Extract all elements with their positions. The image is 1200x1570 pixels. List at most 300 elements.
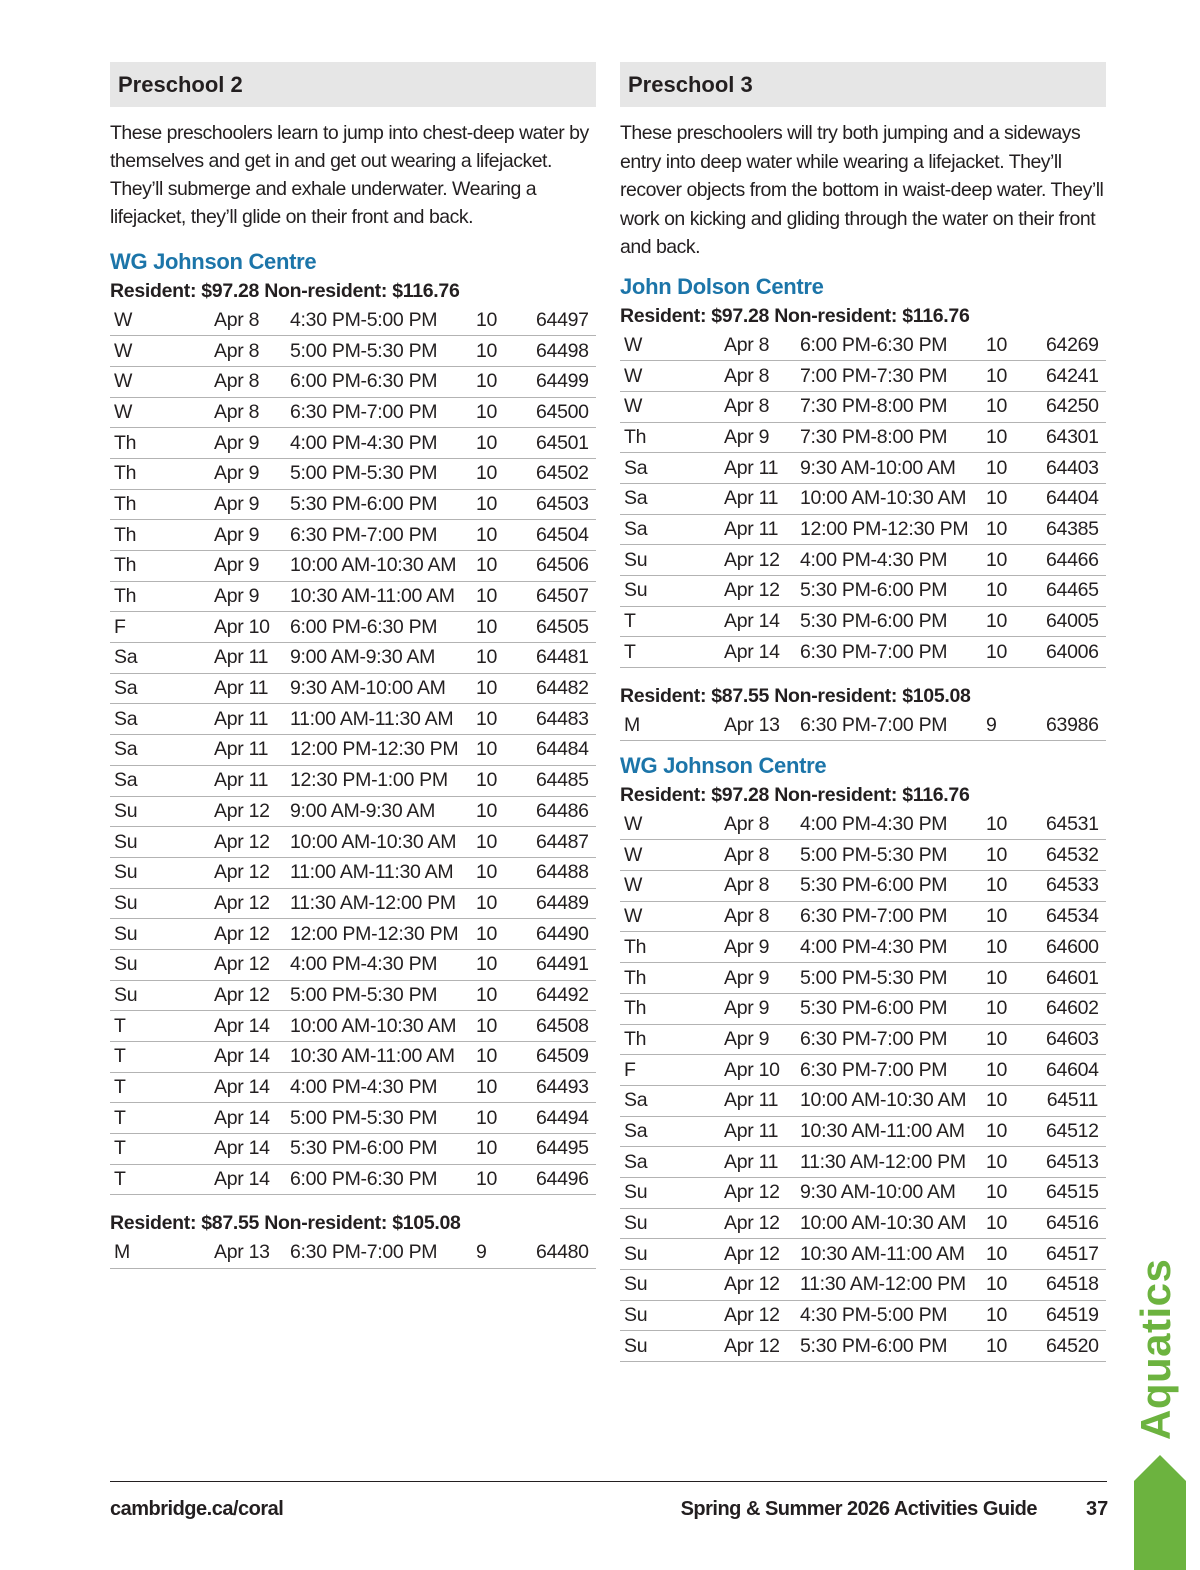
date-cell: Apr 9 (214, 581, 290, 612)
table-row (110, 305, 596, 336)
day-cell: Th (620, 1024, 724, 1055)
date-cell: Apr 12 (724, 1331, 800, 1362)
date-cell: Apr 8 (724, 330, 800, 361)
footer-divider (110, 1481, 1107, 1482)
schedule-table (620, 710, 1106, 741)
day-cell: W (620, 871, 724, 902)
date-cell: Apr 12 (724, 1300, 800, 1331)
day-cell: M (620, 710, 724, 741)
fee-line: Resident: $87.55 Non-resident: $105.08 (620, 685, 971, 708)
date-cell: Apr 14 (214, 1011, 290, 1042)
section-tab-label: Aquatics (1132, 1258, 1179, 1440)
table-row (110, 796, 596, 827)
classes-cell: 10 (986, 453, 1046, 484)
date-cell: Apr 9 (214, 428, 290, 459)
table-row (620, 1085, 1106, 1116)
table-row (110, 489, 596, 520)
table-row (620, 993, 1106, 1024)
date-cell: Apr 12 (214, 857, 290, 888)
date-cell: Apr 11 (214, 765, 290, 796)
day-cell: Su (620, 1331, 724, 1362)
date-cell: Apr 11 (724, 483, 800, 514)
classes-cell: 10 (986, 361, 1046, 392)
course-code-cell: 64604 (1046, 1055, 1106, 1086)
date-cell: Apr 8 (724, 361, 800, 392)
section-title: Preschool 3 (620, 62, 1106, 107)
day-cell: W (110, 366, 214, 397)
course-code-cell: 64495 (536, 1134, 596, 1165)
classes-cell: 10 (986, 1208, 1046, 1239)
table-row (620, 1147, 1106, 1178)
time-cell: 12:00 PM-12:30 PM (800, 514, 986, 545)
classes-cell: 10 (986, 1270, 1046, 1301)
table-row (620, 1239, 1106, 1270)
classes-cell: 10 (476, 1042, 536, 1073)
time-cell: 10:30 AM-11:00 AM (290, 1042, 476, 1073)
course-code-cell: 64496 (536, 1164, 596, 1195)
course-code-cell: 64519 (1046, 1300, 1106, 1331)
time-cell: 10:00 AM-10:30 AM (800, 1085, 986, 1116)
course-code-cell: 64505 (536, 612, 596, 643)
time-cell: 5:30 PM-6:00 PM (800, 993, 986, 1024)
day-cell: Sa (620, 1085, 724, 1116)
course-code-cell: 64515 (1046, 1177, 1106, 1208)
table-row (110, 1072, 596, 1103)
time-cell: 5:00 PM-5:30 PM (290, 458, 476, 489)
table-row (620, 1331, 1106, 1362)
date-cell: Apr 9 (214, 551, 290, 582)
date-cell: Apr 8 (724, 901, 800, 932)
date-cell: Apr 8 (724, 391, 800, 422)
course-code-cell: 64517 (1046, 1239, 1106, 1270)
day-cell: Su (110, 796, 214, 827)
date-cell: Apr 13 (214, 1237, 290, 1268)
course-code-cell: 64485 (536, 765, 596, 796)
section-description: These preschoolers will try both jumping and a sideways entry into deep water while wearing a lifejacket. They’ll recover objects from the bottom in waist-deep water. They’ll work on kicking and gliding through the water on their front and back. (620, 122, 1104, 259)
table-row (620, 391, 1106, 422)
course-code-cell: 64498 (536, 336, 596, 367)
date-cell: Apr 9 (214, 489, 290, 520)
classes-cell: 10 (986, 1239, 1046, 1270)
classes-cell: 10 (476, 704, 536, 735)
day-cell: W (620, 330, 724, 361)
table-row (620, 514, 1106, 545)
table-row (620, 1116, 1106, 1147)
date-cell: Apr 9 (724, 993, 800, 1024)
table-row (110, 1011, 596, 1042)
time-cell: 7:30 PM-8:00 PM (800, 422, 986, 453)
table-row (110, 428, 596, 459)
classes-cell: 10 (476, 1103, 536, 1134)
classes-cell: 10 (476, 949, 536, 980)
course-code-cell: 64518 (1046, 1270, 1106, 1301)
table-row (620, 1177, 1106, 1208)
day-cell: Sa (620, 453, 724, 484)
table-row (620, 1208, 1106, 1239)
course-code-cell: 64502 (536, 458, 596, 489)
venue-name: WG Johnson Centre (620, 753, 827, 779)
time-cell: 9:30 AM-10:00 AM (800, 453, 986, 484)
time-cell: 6:30 PM-7:00 PM (800, 1024, 986, 1055)
schedule-table (620, 809, 1106, 1362)
classes-cell: 10 (986, 963, 1046, 994)
course-code-cell: 64494 (536, 1103, 596, 1134)
day-cell: T (110, 1134, 214, 1165)
table-row (620, 963, 1106, 994)
table-row (110, 1103, 596, 1134)
time-cell: 11:00 AM-11:30 AM (290, 857, 476, 888)
classes-cell: 10 (476, 888, 536, 919)
time-cell: 5:00 PM-5:30 PM (290, 1103, 476, 1134)
classes-cell: 10 (476, 643, 536, 674)
time-cell: 10:00 AM-10:30 AM (290, 1011, 476, 1042)
date-cell: Apr 12 (724, 545, 800, 576)
table-row (620, 1055, 1106, 1086)
table-row (620, 932, 1106, 963)
classes-cell: 10 (986, 993, 1046, 1024)
table-row (110, 458, 596, 489)
day-cell: Su (620, 575, 724, 606)
course-code-cell: 64465 (1046, 575, 1106, 606)
course-code-cell: 64497 (536, 305, 596, 336)
course-code-cell: 64480 (536, 1237, 596, 1268)
course-code-cell: 64603 (1046, 1024, 1106, 1055)
date-cell: Apr 11 (724, 1147, 800, 1178)
course-code-cell: 64602 (1046, 993, 1106, 1024)
date-cell: Apr 14 (724, 606, 800, 637)
time-cell: 6:00 PM-6:30 PM (290, 366, 476, 397)
time-cell: 4:00 PM-4:30 PM (800, 932, 986, 963)
course-code-cell: 63986 (1046, 710, 1106, 741)
day-cell: Th (110, 428, 214, 459)
table-row (620, 871, 1106, 902)
classes-cell: 10 (476, 458, 536, 489)
day-cell: Th (110, 551, 214, 582)
time-cell: 6:30 PM-7:00 PM (800, 710, 986, 741)
table-row (620, 453, 1106, 484)
time-cell: 11:30 AM-12:00 PM (800, 1270, 986, 1301)
classes-cell: 10 (476, 305, 536, 336)
table-row (110, 949, 596, 980)
date-cell: Apr 14 (214, 1042, 290, 1073)
day-cell: T (110, 1042, 214, 1073)
time-cell: 6:30 PM-7:00 PM (800, 1055, 986, 1086)
section-title: Preschool 2 (110, 62, 596, 107)
time-cell: 6:00 PM-6:30 PM (290, 1164, 476, 1195)
course-code-cell: 64500 (536, 397, 596, 428)
day-cell: T (110, 1164, 214, 1195)
time-cell: 7:30 PM-8:00 PM (800, 391, 986, 422)
time-cell: 6:00 PM-6:30 PM (800, 330, 986, 361)
day-cell: Th (110, 581, 214, 612)
day-cell: T (110, 1011, 214, 1042)
course-code-cell: 64512 (1046, 1116, 1106, 1147)
classes-cell: 9 (986, 710, 1046, 741)
day-cell: Sa (110, 765, 214, 796)
time-cell: 12:30 PM-1:00 PM (290, 765, 476, 796)
date-cell: Apr 12 (214, 919, 290, 950)
classes-cell: 10 (476, 520, 536, 551)
course-code-cell: 64513 (1046, 1147, 1106, 1178)
day-cell: Sa (110, 643, 214, 674)
classes-cell: 10 (986, 1177, 1046, 1208)
classes-cell: 10 (476, 735, 536, 766)
day-cell: Th (620, 932, 724, 963)
time-cell: 5:30 PM-6:00 PM (290, 1134, 476, 1165)
section-description: These preschoolers learn to jump into chest-deep water by themselves and get in and get out wearing a lifejacket. They’ll submerge and exhale underwater. Wearing a lifejacket, they’ll glide on their front and back. (110, 122, 589, 228)
date-cell: Apr 14 (724, 637, 800, 668)
day-cell: M (110, 1237, 214, 1268)
day-cell: Th (620, 422, 724, 453)
date-cell: Apr 9 (724, 963, 800, 994)
table-row (110, 581, 596, 612)
day-cell: Th (620, 993, 724, 1024)
date-cell: Apr 8 (214, 336, 290, 367)
course-code-cell: 64493 (536, 1072, 596, 1103)
classes-cell: 10 (986, 391, 1046, 422)
time-cell: 9:30 AM-10:00 AM (290, 673, 476, 704)
day-cell: Sa (620, 1147, 724, 1178)
day-cell: Su (110, 980, 214, 1011)
date-cell: Apr 12 (214, 827, 290, 858)
date-cell: Apr 8 (214, 305, 290, 336)
date-cell: Apr 8 (214, 397, 290, 428)
day-cell: Su (110, 857, 214, 888)
classes-cell: 10 (986, 575, 1046, 606)
time-cell: 5:00 PM-5:30 PM (290, 980, 476, 1011)
fee-line: Resident: $97.28 Non-resident: $116.76 (620, 304, 970, 327)
date-cell: Apr 11 (724, 1116, 800, 1147)
time-cell: 5:30 PM-6:00 PM (290, 489, 476, 520)
day-cell: Su (110, 888, 214, 919)
day-cell: Su (620, 1270, 724, 1301)
classes-cell: 10 (476, 796, 536, 827)
course-code-cell: 64486 (536, 796, 596, 827)
day-cell: Th (110, 520, 214, 551)
time-cell: 5:30 PM-6:00 PM (800, 606, 986, 637)
time-cell: 4:00 PM-4:30 PM (290, 949, 476, 980)
date-cell: Apr 9 (214, 458, 290, 489)
table-row (620, 330, 1106, 361)
course-code-cell: 64404 (1046, 483, 1106, 514)
date-cell: Apr 12 (724, 1270, 800, 1301)
course-code-cell: 64385 (1046, 514, 1106, 545)
page-number: 37 (1086, 1498, 1109, 1520)
time-cell: 5:00 PM-5:30 PM (800, 840, 986, 871)
course-code-cell: 64241 (1046, 361, 1106, 392)
classes-cell: 10 (476, 551, 536, 582)
time-cell: 6:30 PM-7:00 PM (800, 637, 986, 668)
day-cell: Th (110, 458, 214, 489)
time-cell: 9:00 AM-9:30 AM (290, 796, 476, 827)
table-row (110, 1042, 596, 1073)
table-row (620, 637, 1106, 668)
course-code-cell: 64490 (536, 919, 596, 950)
date-cell: Apr 11 (214, 735, 290, 766)
footer-guide-title: Spring & Summer 2026 Activities Guide (680, 1498, 1037, 1520)
day-cell: Su (620, 1239, 724, 1270)
table-row (620, 901, 1106, 932)
time-cell: 11:30 AM-12:00 PM (290, 888, 476, 919)
course-code-cell: 64492 (536, 980, 596, 1011)
date-cell: Apr 8 (214, 366, 290, 397)
classes-cell: 10 (986, 514, 1046, 545)
schedule-table (110, 1237, 596, 1268)
course-code-cell: 64466 (1046, 545, 1106, 576)
date-cell: Apr 12 (724, 575, 800, 606)
classes-cell: 10 (986, 809, 1046, 840)
course-code-cell: 64499 (536, 366, 596, 397)
table-row (620, 361, 1106, 392)
time-cell: 10:30 AM-11:00 AM (800, 1239, 986, 1270)
day-cell: Sa (110, 735, 214, 766)
course-code-cell: 64516 (1046, 1208, 1106, 1239)
course-code-cell: 64403 (1046, 453, 1106, 484)
venue-name: WG Johnson Centre (110, 249, 317, 274)
day-cell: T (110, 1103, 214, 1134)
time-cell: 12:00 PM-12:30 PM (290, 735, 476, 766)
day-cell: Sa (620, 483, 724, 514)
classes-cell: 10 (986, 1116, 1046, 1147)
time-cell: 6:00 PM-6:30 PM (290, 612, 476, 643)
course-code-cell: 64006 (1046, 637, 1106, 668)
day-cell: T (110, 1072, 214, 1103)
date-cell: Apr 12 (724, 1208, 800, 1239)
date-cell: Apr 12 (724, 1239, 800, 1270)
day-cell: W (620, 901, 724, 932)
section-tab-arrow-icon (1134, 1455, 1186, 1570)
footer-url[interactable]: cambridge.ca/coral (110, 1498, 284, 1520)
day-cell: W (620, 840, 724, 871)
date-cell: Apr 12 (724, 1177, 800, 1208)
table-row (110, 765, 596, 796)
classes-cell: 10 (476, 366, 536, 397)
time-cell: 6:30 PM-7:00 PM (290, 1237, 476, 1268)
date-cell: Apr 10 (214, 612, 290, 643)
table-row (110, 704, 596, 735)
date-cell: Apr 14 (214, 1134, 290, 1165)
day-cell: Su (620, 1177, 724, 1208)
course-code-cell: 64506 (536, 551, 596, 582)
time-cell: 4:30 PM-5:00 PM (290, 305, 476, 336)
table-row (110, 643, 596, 674)
course-code-cell: 64511 (1046, 1085, 1106, 1116)
classes-cell: 10 (986, 932, 1046, 963)
course-code-cell: 64005 (1046, 606, 1106, 637)
classes-cell: 10 (986, 637, 1046, 668)
day-cell: W (620, 809, 724, 840)
classes-cell: 10 (476, 397, 536, 428)
date-cell: Apr 14 (214, 1164, 290, 1195)
table-row (620, 1300, 1106, 1331)
time-cell: 5:00 PM-5:30 PM (800, 963, 986, 994)
time-cell: 4:00 PM-4:30 PM (800, 545, 986, 576)
classes-cell: 10 (476, 336, 536, 367)
classes-cell: 9 (476, 1237, 536, 1268)
classes-cell: 10 (986, 1085, 1046, 1116)
preschool-3-section (620, 62, 1106, 1362)
course-code-cell: 64481 (536, 643, 596, 674)
classes-cell: 10 (476, 1011, 536, 1042)
day-cell: Su (620, 545, 724, 576)
day-cell: T (620, 637, 724, 668)
course-code-cell: 64484 (536, 735, 596, 766)
date-cell: Apr 13 (724, 710, 800, 741)
course-code-cell: 64601 (1046, 963, 1106, 994)
classes-cell: 10 (986, 1147, 1046, 1178)
classes-cell: 10 (986, 1024, 1046, 1055)
day-cell: F (620, 1055, 724, 1086)
date-cell: Apr 11 (214, 643, 290, 674)
day-cell: Sa (110, 673, 214, 704)
day-cell: Sa (620, 514, 724, 545)
table-row (110, 336, 596, 367)
time-cell: 9:00 AM-9:30 AM (290, 643, 476, 674)
time-cell: 5:30 PM-6:00 PM (800, 575, 986, 606)
time-cell: 10:00 AM-10:30 AM (290, 827, 476, 858)
table-row (620, 606, 1106, 637)
course-code-cell: 64533 (1046, 871, 1106, 902)
course-code-cell: 64509 (536, 1042, 596, 1073)
course-code-cell: 64507 (536, 581, 596, 612)
time-cell: 9:30 AM-10:00 AM (800, 1177, 986, 1208)
table-row (110, 551, 596, 582)
date-cell: Apr 9 (724, 1024, 800, 1055)
table-row (620, 840, 1106, 871)
course-code-cell: 64532 (1046, 840, 1106, 871)
course-code-cell: 64508 (536, 1011, 596, 1042)
date-cell: Apr 11 (214, 704, 290, 735)
classes-cell: 10 (476, 1134, 536, 1165)
day-cell: T (620, 606, 724, 637)
date-cell: Apr 11 (724, 514, 800, 545)
classes-cell: 10 (476, 765, 536, 796)
date-cell: Apr 14 (214, 1103, 290, 1134)
day-cell: Sa (620, 1116, 724, 1147)
table-row (110, 673, 596, 704)
schedule-table (110, 305, 596, 1195)
date-cell: Apr 8 (724, 809, 800, 840)
time-cell: 11:30 AM-12:00 PM (800, 1147, 986, 1178)
classes-cell: 10 (476, 857, 536, 888)
course-code-cell: 64531 (1046, 809, 1106, 840)
table-row (620, 422, 1106, 453)
time-cell: 4:00 PM-4:30 PM (290, 428, 476, 459)
date-cell: Apr 10 (724, 1055, 800, 1086)
table-row (110, 827, 596, 858)
time-cell: 10:00 AM-10:30 AM (800, 1208, 986, 1239)
venue-name: John Dolson Centre (620, 273, 824, 299)
course-code-cell: 64301 (1046, 422, 1106, 453)
date-cell: Apr 14 (214, 1072, 290, 1103)
classes-cell: 10 (986, 1055, 1046, 1086)
classes-cell: 10 (986, 840, 1046, 871)
date-cell: Apr 12 (214, 949, 290, 980)
fee-line: Resident: $87.55 Non-resident: $105.08 (110, 1212, 461, 1235)
course-code-cell: 64482 (536, 673, 596, 704)
day-cell: W (110, 397, 214, 428)
date-cell: Apr 9 (214, 520, 290, 551)
time-cell: 10:30 AM-11:00 AM (290, 581, 476, 612)
time-cell: 6:30 PM-7:00 PM (800, 901, 986, 932)
date-cell: Apr 9 (724, 422, 800, 453)
day-cell: Su (110, 949, 214, 980)
date-cell: Apr 11 (724, 1085, 800, 1116)
table-row (110, 919, 596, 950)
time-cell: 10:00 AM-10:30 AM (290, 551, 476, 582)
time-cell: 4:30 PM-5:00 PM (800, 1300, 986, 1331)
date-cell: Apr 12 (214, 980, 290, 1011)
